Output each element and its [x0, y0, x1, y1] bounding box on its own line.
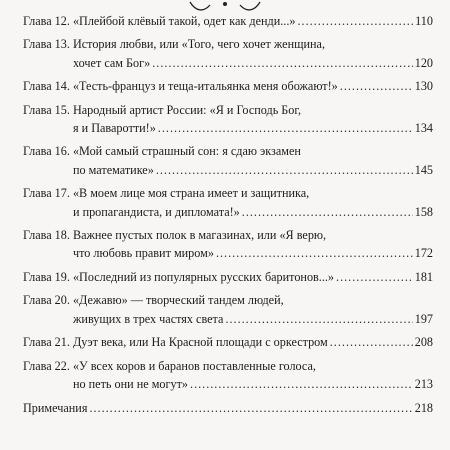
leader-dots	[216, 244, 413, 262]
toc-entry-chapter-22[interactable]	[23, 357, 433, 394]
leader-dots	[242, 203, 413, 221]
page-number: 120	[414, 55, 433, 70]
page-number: 208	[414, 335, 433, 350]
toc-entry-title: Глава 21. Дуэт века, или На Красной площади с оркестром	[23, 335, 328, 350]
page-number: 213	[414, 376, 433, 391]
toc-entry-title: Глава 18. Важнее пустых полок в магазинах, или «Я верю,	[23, 228, 327, 243]
toc-entry-chapter-15[interactable]	[23, 101, 433, 138]
toc-entry-title-continued: что любовь правит миром»	[73, 246, 214, 261]
page-number: 197	[414, 311, 433, 326]
leader-dots	[89, 399, 412, 417]
leader-dots	[152, 54, 412, 72]
toc-entry-title: Глава 20. «Дежавю» — творческий тандем людей,	[23, 293, 284, 308]
toc-entry-chapter-13[interactable]	[23, 35, 433, 72]
leader-dots	[158, 119, 413, 137]
leader-dots	[156, 161, 413, 179]
leader-dots	[225, 310, 412, 328]
toc-entry-title: Глава 15. Народный артист России: «Я и Господь Бог,	[23, 102, 302, 117]
page-number: 145	[414, 162, 433, 177]
toc-entry-title-continued: я и Паваротти!»	[73, 121, 156, 136]
toc-entry-chapter-20[interactable]	[23, 291, 433, 328]
toc-entry-chapter-12[interactable]	[23, 12, 433, 30]
leader-dots	[330, 333, 413, 351]
toc-entry-chapter-17[interactable]	[23, 184, 433, 221]
toc-entry-title-continued: живущих в трех частях света	[73, 311, 224, 326]
toc-entry-chapter-16[interactable]	[23, 142, 433, 179]
toc-entry-title-continued: но петь они не могут»	[73, 376, 189, 391]
toc-entry-title: Глава 14. «Тесть-француз и теща-итальянка меня обожают!»	[23, 79, 338, 94]
leader-dots	[340, 77, 413, 95]
toc-entry-title-continued: по математике»	[73, 162, 154, 177]
toc-entry-title: Глава 12. «Плейбой клёвый такой, одет как денди...»	[23, 14, 296, 28]
page-number: 181	[414, 269, 433, 284]
toc-entry-notes[interactable]	[23, 399, 433, 417]
toc-entry-title: Глава 13. История любви, или «Того, чего хочет женщина,	[23, 37, 325, 52]
page-number: 134	[414, 121, 433, 136]
page-number: 130	[414, 79, 433, 94]
page-number: 172	[414, 246, 433, 261]
page-number: 158	[414, 204, 433, 219]
page-number: 110	[415, 14, 433, 28]
leader-dots	[336, 268, 413, 286]
toc-entry-chapter-14[interactable]	[23, 77, 433, 95]
toc-entry-title: Примечания	[23, 401, 88, 416]
leader-dots	[297, 12, 413, 30]
toc-entry-title-continued: и пропагандиста, и дипломата!»	[73, 204, 240, 219]
toc-entry-title: Глава 19. «Последний из популярных русских баритонов...»	[23, 269, 335, 284]
toc-entry-chapter-19[interactable]	[23, 268, 433, 286]
table-of-contents	[23, 12, 433, 423]
toc-entry-title: Глава 16. «Мой самый страшный сон: я сдаю экзамен	[23, 144, 301, 159]
page-number: 218	[414, 401, 433, 416]
toc-entry-title: Глава 17. «В моем лице моя страна имеет и защитника,	[23, 186, 310, 201]
toc-entry-title: Глава 22. «У всех коров и баранов поставленные голоса,	[23, 358, 316, 373]
toc-entry-chapter-21[interactable]	[23, 333, 433, 351]
toc-entry-chapter-18[interactable]	[23, 226, 433, 263]
leader-dots	[190, 375, 413, 393]
toc-entry-title-continued: хочет сам Бог»	[73, 55, 151, 70]
